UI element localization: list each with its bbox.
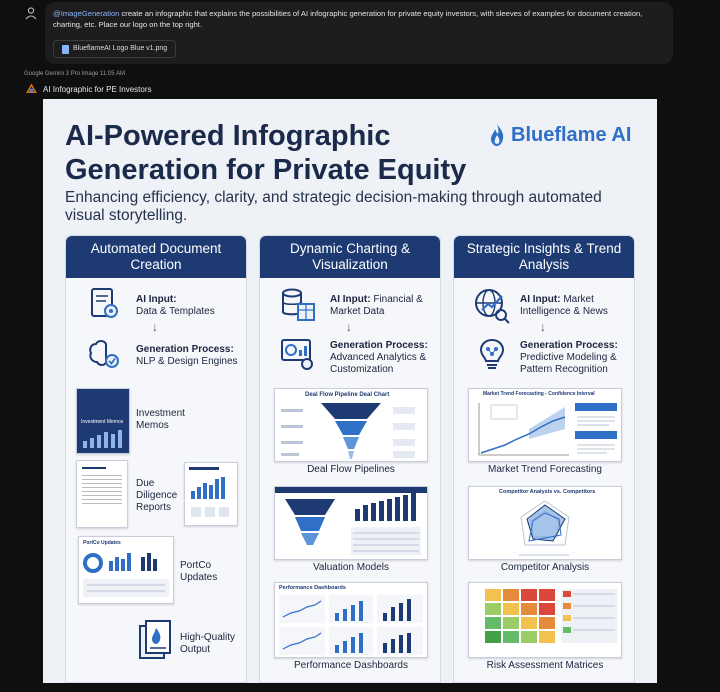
file-icon xyxy=(62,45,69,54)
database-table-icon xyxy=(280,286,316,322)
process-label: Generation Process: NLP & Design Engines xyxy=(136,344,238,367)
column-charting xyxy=(259,235,441,683)
input-label: AI Input: Data & Templates xyxy=(136,294,215,317)
attachment-name: BlueflameAI Logo Blue v1.png xyxy=(73,45,168,52)
due-diligence-chart-thumbnail xyxy=(184,462,238,526)
example-portco-updates: PortCo Updates xyxy=(180,560,218,583)
example-competitor-analysis: Competitor Analysis xyxy=(500,562,590,573)
response-meta: Google Gemini 3 Pro Image 11:05 AM xyxy=(24,71,125,77)
example-valuation-models: Valuation Models xyxy=(313,562,389,573)
example-deal-flow: Deal Flow Pipelines xyxy=(307,464,395,475)
due-diligence-thumbnail xyxy=(76,460,128,528)
lightbulb-icon xyxy=(474,336,510,372)
arrow-down-icon: ↓ xyxy=(152,320,158,334)
generated-infographic[interactable] xyxy=(43,99,657,683)
portco-thumbnail: PortCo Updates xyxy=(78,536,174,604)
infographic-title: AI-Powered Infographic Generation for Private Equity xyxy=(65,120,467,186)
valuation-thumbnail xyxy=(274,486,428,560)
user-message-bubble xyxy=(45,2,673,64)
document-output-icon xyxy=(136,618,176,664)
gemini-logo-icon xyxy=(26,84,37,95)
column-heading: Automated Document Creation xyxy=(66,236,246,278)
example-performance-dashboards: Performance Dashboards xyxy=(294,660,408,671)
brand-name: Blueflame AI xyxy=(511,123,632,146)
user-avatar-icon xyxy=(24,6,38,20)
column-insights xyxy=(453,235,635,683)
column-document-creation xyxy=(65,235,247,683)
response-header xyxy=(26,84,152,95)
column-heading: Strategic Insights & Trend Analysis xyxy=(454,236,634,278)
deal-flow-thumbnail: Deal Flow Pipeline Deal Chart xyxy=(274,388,428,462)
example-investment-memos: Investment Memos xyxy=(136,408,185,431)
example-due-diligence: Due Diligence Reports xyxy=(136,478,178,513)
market-trend-thumbnail: Market Trend Forecasting - Confidence Interval xyxy=(468,388,622,462)
process-label: Generation Process: Advanced Analytics & Customization xyxy=(330,340,428,375)
arrow-down-icon: ↓ xyxy=(346,320,352,334)
risk-matrix-thumbnail xyxy=(468,582,622,658)
brain-check-icon xyxy=(86,336,122,372)
globe-trend-icon xyxy=(472,286,510,324)
analytics-screen-icon xyxy=(280,336,316,372)
document-gear-icon xyxy=(86,286,122,322)
user-message: @ImageGeneration create an infographic that explains the possibilities of AI infographic generation for private equity investors, with sleeves of examples for document creation, charting, etc. Place our logo on the top right. xyxy=(53,9,643,29)
arrow-down-icon: ↓ xyxy=(540,320,546,334)
infographic-subtitle: Enhancing efficiency, clarity, and strategic decision-making through automated visual storytelling. xyxy=(65,189,602,224)
brand-logo xyxy=(489,123,631,147)
memo-thumbnail: Investment Memos xyxy=(76,388,130,454)
column-heading: Dynamic Charting & Visualization xyxy=(260,236,440,278)
input-label: AI Input: Financial & Market Data xyxy=(330,294,423,317)
process-label: Generation Process: Predictive Modeling & Pattern Recognition xyxy=(520,340,618,375)
example-market-trend: Market Trend Forecasting xyxy=(488,464,602,475)
performance-thumbnail: Performance Dashboards xyxy=(274,582,428,658)
mention-link[interactable]: @ImageGeneration xyxy=(53,9,120,18)
response-title: AI Infographic for PE Investors xyxy=(43,85,152,94)
competitor-thumbnail: Competitor Analysis vs. Competitors xyxy=(468,486,622,560)
example-high-quality-output: High-Quality Output xyxy=(180,632,236,655)
input-label: AI Input: Market Intelligence & News xyxy=(520,294,608,317)
example-risk-matrices: Risk Assessment Matrices xyxy=(486,660,604,671)
attachment-chip[interactable] xyxy=(53,40,176,58)
flame-icon xyxy=(489,123,505,147)
